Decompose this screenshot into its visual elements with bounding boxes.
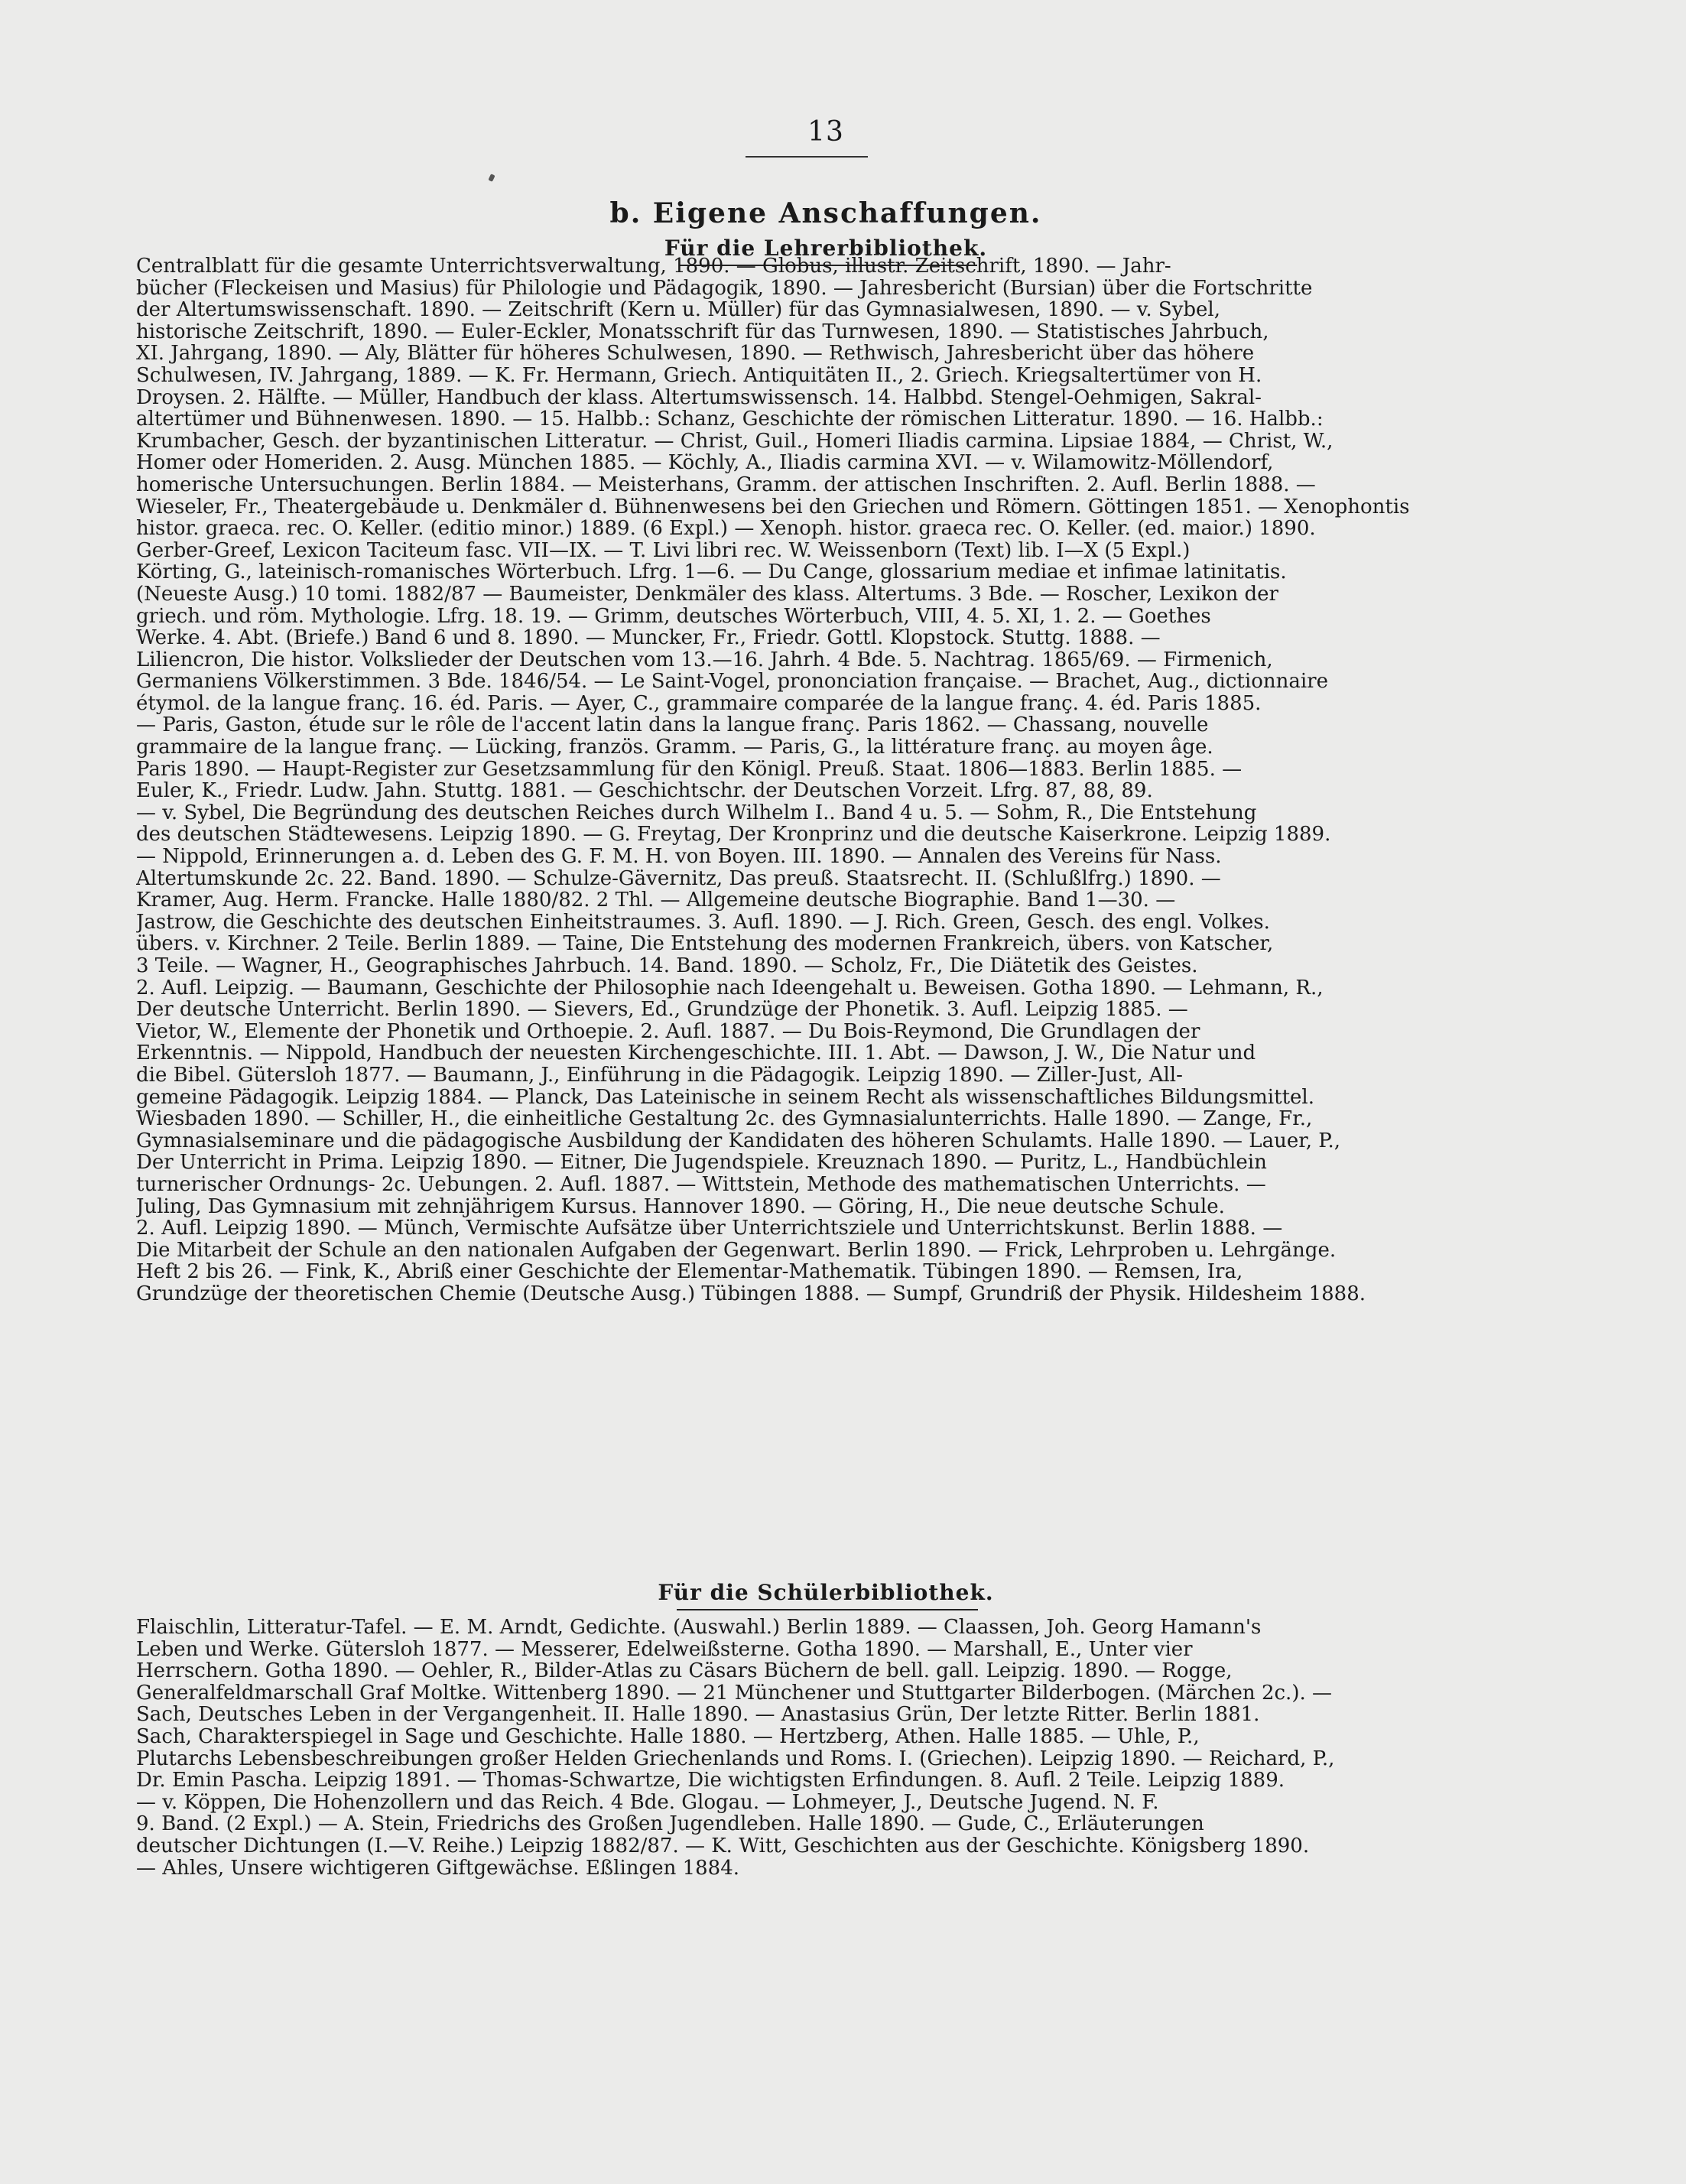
text-line: historische Zeitschrift, 1890. — Euler-Eckler, Monatsschrift für das Turnwesen, 1890. — Statistisches Jahrbuch, — [136, 320, 1269, 343]
text-line: gemeine Pädagogik. Leipzig 1884. — Planck, Das Lateinische in seinem Recht als wissenschaftliches Bildungsmittel. — [136, 1086, 1314, 1109]
text-line: Erkenntnis. — Nippold, Handbuch der neuesten Kirchengeschichte. III. 1. Abt. — Dawson, J. W., Die Natur und — [136, 1042, 1256, 1064]
text-line: Jastrow, die Geschichte des deutschen Einheitstraumes. 3. Aufl. 1890. — J. Rich. Green, Gesch. des engl. Volkes. — [136, 911, 1270, 934]
text-line — [136, 1393, 1524, 1415]
text-line — [136, 1436, 1524, 1458]
student-library-heading: Für die Schülerbibliothek. — [658, 1580, 994, 1605]
text-line: — Nippold, Erinnerungen a. d. Leben des G. F. M. H. von Boyen. III. 1890. — Annalen des Vereins für Nass. — [136, 846, 1222, 868]
text-line: die Bibel. Gütersloh 1877. — Baumann, J., Einführung in die Pädagogik. Leipzig 1890. — Ziller-Just, All- — [136, 1064, 1183, 1087]
text-line: 2. Aufl. Leipzig. — Baumann, Geschichte der Philosophie nach Ideengehalt u. Beweisen. Gotha 1890. — Lehmann, R., — [136, 977, 1324, 999]
page-number: 13 — [807, 116, 844, 148]
text-line: étymol. de la langue franç. 16. éd. Paris. — Ayer, C., grammaire comparée de la langue franç. 4. éd. Paris 1885. — [136, 692, 1262, 715]
text-line: Sach, Deutsches Leben in der Vergangenheit. II. Halle 1890. — Anastasius Grün, Der letzte Ritter. Berlin 1881. — [136, 1704, 1260, 1726]
text-line: Centralblatt für die gesamte Unterrichtsverwaltung, 1890. — Globus, illustr. Zeitschrift, 1890. — Jahr- — [136, 255, 1171, 278]
text-line: — v. Köppen, Die Hohenzollern und das Reich. 4 Bde. Glogau. — Lohmeyer, J., Deutsche Jugend. N. F. — [136, 1791, 1159, 1814]
ink-speck — [488, 174, 495, 182]
student-library-list — [136, 1617, 1524, 1879]
text-line: Flaischlin, Litteratur-Tafel. — E. M. Arndt, Gedichte. (Auswahl.) Berlin 1889. — Claassen, Joh. Georg Hamann's — [136, 1617, 1262, 1639]
text-line: Körting, G., lateinisch-romanisches Wörterbuch. Lfrg. 1—6. — Du Cange, glossarium mediae et infimae latinitatis. — [136, 561, 1287, 583]
text-line: Germaniens Völkerstimmen. 3 Bde. 1846/54. — Le Saint-Vogel, prononciation française. — Brachet, Aug., dictionnaire — [136, 671, 1328, 693]
text-line: deutscher Dichtungen (I.—V. Reihe.) Leipzig 1882/87. — K. Witt, Geschichten aus der Geschichte. Königsberg 1890. — [136, 1835, 1310, 1857]
text-line: Droysen. 2. Hälfte. — Müller, Handbuch der klass. Altertumswissensch. 14. Halbbd. Stengel-Oehmigen, Sakral- — [136, 386, 1262, 409]
text-line: übers. v. Kirchner. 2 Teile. Berlin 1889. — Taine, Die Entstehung des modernen Frankreich, übers. von Katscher, — [136, 933, 1274, 955]
text-line — [136, 1327, 1524, 1349]
text-line — [136, 1305, 1524, 1328]
text-line: Generalfeldmarschall Graf Moltke. Wittenberg 1890. — 21 Münchener und Stuttgarter Bilderbogen. (Märchen 2c.). — — [136, 1682, 1332, 1705]
teacher-library-heading: Für die Lehrerbibliothek. — [664, 236, 988, 261]
text-line: Altertumskunde 2c. 22. Band. 1890. — Schulze-Gävernitz, Das preuß. Staatsrecht. II. (Schlußlfrg.) 1890. — — [136, 867, 1221, 890]
text-line — [136, 1458, 1524, 1480]
section-title: b. Eigene Anschaffungen. — [609, 197, 1042, 229]
text-line: turnerischer Ordnungs- 2c. Uebungen. 2. Aufl. 1887. — Wittstein, Methode des mathematischen Unterrichts. — — [136, 1173, 1266, 1196]
text-line: XI. Jahrgang, 1890. — Aly, Blätter für höheres Schulwesen, 1890. — Rethwisch, Jahresbericht über das höhere — [136, 343, 1255, 365]
text-line: Paris 1890. — Haupt-Register zur Gesetzsammlung für den Königl. Preuß. Staat. 1806—1883. Berlin 1885. — — [136, 758, 1243, 781]
text-line: Liliencron, Die histor. Volkslieder der Deutschen vom 13.—16. Jahrh. 4 Bde. 5. Nachtrag. 1865/69. — Firmenich, — [136, 648, 1273, 671]
text-line: (Neueste Ausg.) 10 tomi. 1882/87 — Baumeister, Denkmäler des klass. Altertums. 3 Bde. — Roscher, Lexikon der — [136, 583, 1278, 606]
text-line: Grundzüge der theoretischen Chemie (Deutsche Ausg.) Tübingen 1888. — Sumpf, Grundriß der Physik. Hildesheim 1888. — [136, 1282, 1366, 1305]
text-line: Juling, Das Gymnasium mit zehnjährigem Kursus. Hannover 1890. — Göring, H., Die neue deutsche Schule. — [136, 1195, 1225, 1218]
text-line: der Altertumswissenschaft. 1890. — Zeitschrift (Kern u. Müller) für das Gymnasialwesen, 1890. — v. Sybel, — [136, 299, 1221, 321]
text-line: Dr. Emin Pascha. Leipzig 1891. — Thomas-Schwartze, Die wichtigsten Erfindungen. 8. Aufl. 2 Teile. Leipzig 1889. — [136, 1770, 1285, 1792]
text-line — [136, 1349, 1524, 1371]
text-line: grammaire de la langue franç. — Lücking, französ. Gramm. — Paris, G., la littérature franç. au moyen âge. — [136, 736, 1213, 759]
text-line: Vietor, W., Elemente der Phonetik und Orthoepie. 2. Aufl. 1887. — Du Bois-Reymond, Die Grundlagen der — [136, 1020, 1200, 1043]
text-line: altertümer und Bühnenwesen. 1890. — 15. Halbb.: Schanz, Geschichte der römischen Litteratur. 1890. — 16. Halbb.: — [136, 408, 1324, 431]
student-library-heading-rule — [677, 1609, 978, 1610]
text-line: — Ahles, Unsere wichtigeren Giftgewächse. Eßlingen 1884. — [136, 1857, 740, 1880]
text-line: Gerber-Greef, Lexicon Taciteum fasc. VII—IX. — T. Livi libri rec. W. Weissenborn (Text) lib. I—X (5 Expl.) — [136, 539, 1191, 562]
page-number-rule — [746, 156, 868, 158]
text-line: Der deutsche Unterricht. Berlin 1890. — Sievers, Ed., Grundzüge der Phonetik. 3. Aufl. Leipzig 1885. — — [136, 999, 1188, 1021]
text-line: 3 Teile. — Wagner, H., Geographisches Jahrbuch. 14. Band. 1890. — Scholz, Fr., Die Diätetik des Geistes. — [136, 955, 1198, 977]
text-line: Heft 2 bis 26. — Fink, K., Abriß einer Geschichte der Elementar-Mathematik. Tübingen 1890. — Remsen, Ira, — [136, 1261, 1243, 1283]
text-line: Wieseler, Fr., Theatergebäude u. Denkmäler d. Bühnenwesens bei den Griechen und Römern. Göttingen 1851. — Xenophontis — [136, 496, 1410, 518]
text-line — [136, 1370, 1524, 1393]
text-line: Krumbacher, Gesch. der byzantinischen Litteratur. — Christ, Guil., Homeri Iliadis carmina. Lipsiae 1884, — Christ, W., — [136, 430, 1334, 453]
text-line: 2. Aufl. Leipzig 1890. — Münch, Vermischte Aufsätze über Unterrichtsziele und Unterrichtskunst. Berlin 1888. — — [136, 1217, 1283, 1240]
text-line — [136, 1414, 1524, 1436]
text-line: Werke. 4. Abt. (Briefe.) Band 6 und 8. 1890. — Muncker, Fr., Friedr. Gottl. Klopstock. Stuttg. 1888. — — [136, 627, 1161, 649]
text-line: Leben und Werke. Gütersloh 1877. — Messerer, Edelweißsterne. Gotha 1890. — Marshall, E., Unter vier — [136, 1638, 1193, 1661]
text-line: — v. Sybel, Die Begründung des deutschen Reiches durch Wilhelm I.. Band 4 u. 5. — Sohm, R., Die Entstehung — [136, 801, 1257, 824]
text-line: Homer oder Homeriden. 2. Ausg. München 1885. — Köchly, A., Iliadis carmina XVI. — v. Wilamowitz-Möllendorf, — [136, 452, 1274, 474]
text-line: Schulwesen, IV. Jahrgang, 1889. — K. Fr. Hermann, Griech. Antiquitäten II., 2. Griech. Kriegsaltertümer von H. — [136, 364, 1262, 387]
text-line: Plutarchs Lebensbeschreibungen großer Helden Griechenlands und Roms. I. (Griechen). Leipzig 1890. — Reichard, P., — [136, 1747, 1335, 1770]
text-line: bücher (Fleckeisen und Masius) für Philologie und Pädagogik, 1890. — Jahresbericht (Bursian) über die Fortschritte — [136, 277, 1313, 300]
text-line: Gymnasialseminare und die pädagogische Ausbildung der Kandidaten des höheren Schulamts. Halle 1890. — Lauer, P., — [136, 1129, 1341, 1152]
text-line: des deutschen Städtewesens. Leipzig 1890. — G. Freytag, Der Kronprinz und die deutsche Kaiserkrone. Leipzig 1889. — [136, 824, 1331, 847]
text-line: homerische Untersuchungen. Berlin 1884. — Meisterhans, Gramm. der attischen Inschriften. 2. Aufl. Berlin 1888. — — [136, 473, 1316, 496]
text-line: Euler, K., Friedr. Ludw. Jahn. Stuttg. 1881. — Geschichtschr. der Deutschen Vorzeit. Lfrg. 87, 88, 89. — [136, 780, 1153, 802]
text-line: Wiesbaden 1890. — Schiller, H., die einheitliche Gestaltung 2c. des Gymnasialunterrichts. Halle 1890. — Zange, Fr., — [136, 1108, 1313, 1130]
text-line: griech. und röm. Mythologie. Lfrg. 18. 19. — Grimm, deutsches Wörterbuch, VIII, 4. 5. XI, 1. 2. — Goethes — [136, 605, 1211, 628]
text-line: 9. Band. (2 Expl.) — A. Stein, Friedrichs des Großen Jugendleben. Halle 1890. — Gude, C., Erläuterungen — [136, 1813, 1204, 1835]
text-line: Herrschern. Gotha 1890. — Oehler, R., Bilder-Atlas zu Cäsars Büchern de bell. gall. Leipzig. 1890. — Rogge, — [136, 1660, 1233, 1682]
text-line: Sach, Charakterspiegel in Sage und Geschichte. Halle 1880. — Hertzberg, Athen. Halle 1885. — Uhle, P., — [136, 1725, 1200, 1748]
text-line: Die Mitarbeit der Schule an den nationalen Aufgaben der Gegenwart. Berlin 1890. — Frick, Lehrproben u. Lehrgänge. — [136, 1239, 1337, 1262]
text-line: Kramer, Aug. Herm. Francke. Halle 1880/82. 2 Thl. — Allgemeine deutsche Biographie. Band 1—30. — — [136, 889, 1176, 912]
text-line: — Paris, Gaston, étude sur le rôle de l'accent latin dans la langue franç. Paris 1862. — Chassang, nouvelle — [136, 714, 1209, 737]
text-line: histor. graeca. rec. O. Keller. (editio minor.) 1889. (6 Expl.) — Xenoph. histor. graeca rec. O. Keller. (ed. maior.) 1890. — [136, 518, 1316, 540]
text-line: Der Unterricht in Prima. Leipzig 1890. — Eitner, Die Jugendspiele. Kreuznach 1890. — Puritz, L., Handbüchlein — [136, 1152, 1267, 1174]
teacher-library-list — [136, 255, 1524, 1480]
